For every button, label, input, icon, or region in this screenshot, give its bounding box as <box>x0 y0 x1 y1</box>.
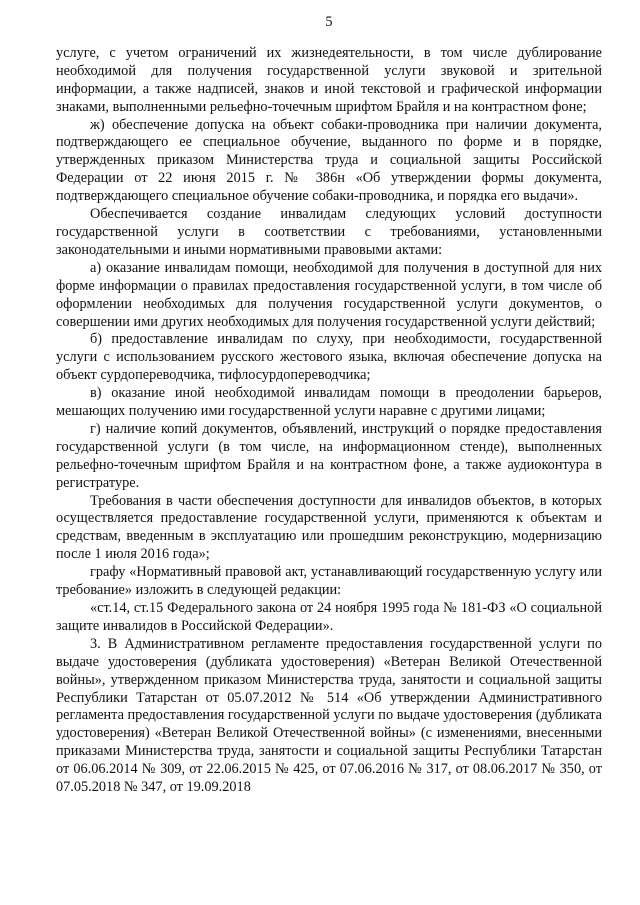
paragraph-section-3: 3. В Административном регламенте предоставления государственной услуги по выдаче удостоверения (дубликата удостоверения) «Ветеран Великой Отечественной войны», утвержденном приказом Министерства труда, занятости и социальной защиты Республики Татарстан от 05.07.2012 № 514 «Об утверждении Административного регламента предоставления государственной услуги по выдаче удостоверения (дубликата удостоверения) «Ветеран Великой Отечественной войны» (с изменениями, внесенными приказами Министерства труда, занятости и социальной защиты Республики Татарстан от 06.06.2014 № 309, от 22.06.2015 № 425, от 07.06.2016 № 317, от 08.06.2017 № 350, от 07.05.2018 № 347, от 19.09.2018 <box>56 635 602 796</box>
page-number: 5 <box>325 14 333 30</box>
paragraph-conditions-intro: Обеспечивается создание инвалидам следующих условий доступности государственной услуги в соответствии с требованиями, установленными законодательными и иными нормативными правовыми актами: <box>56 206 602 258</box>
paragraph-continuation: услуге, с учетом ограничений их жизнедеятельности, в том числе дублирование необходимой для получения государственной услуги звуковой и зрительной информации, а также надписей, знаков и иной текстовой и графической информации знаками, выполненными рельефно-точечным шрифтом Брайля и на контрастном фоне; <box>56 44 602 115</box>
paragraph-item-g: г) наличие копий документов, объявлений, инструкций о порядке предоставления государственной услуги (в том числе, на информационном стенде), выполненных рельефно-точечным шрифтом Брайля и на контрастном фоне, а также аудиоконтура в регистратуре. <box>56 420 602 491</box>
paragraph-item-a: а) оказание инвалидам помощи, необходимой для получения в доступной для них форме информации о правилах предоставления государственной услуги, в том числе об оформлении необходимых для получения государственной услуги документов, о совершении ими других необходимых для получения государственной услуги действий; <box>56 259 602 330</box>
paragraph-item-v: в) оказание иной необходимой инвалидам помощи в преодолении барьеров, мешающих получению ими государственной услуги наравне с другими лицами; <box>56 385 602 420</box>
paragraph-item-zh: ж) обеспечение допуска на объект собаки-проводника при наличии документа, подтверждающего ее специальное обучение, выданного по форме и в порядке, утвержденных приказом Министерства труда и социальной защиты Российской Федерации от 22 июня 2015 г. № 386н «Об утверждении формы документа, подтверждающего специальное обучение собаки-проводника, и порядка его выдачи». <box>56 116 602 205</box>
paragraph-law-reference: «ст.14, ст.15 Федерального закона от 24 ноября 1995 года № 181-ФЗ «О социальной защите инвалидов в Российской Федерации». <box>56 600 602 634</box>
paragraph-requirements: Требования в части обеспечения доступности для инвалидов объектов, в которых осуществляется предоставление государственной услуги, применяются к объектам и средствам, введенным в эксплуатацию или прошедшим реконструкцию, модернизацию после 1 июля 2016 года»; <box>56 492 602 563</box>
document-page <box>56 14 602 797</box>
paragraph-column-instruction: графу «Нормативный правовой акт, устанавливающий государственную услугу или требование» изложить в следующей редакции: <box>56 564 602 599</box>
paragraph-item-b: б) предоставление инвалидам по слуху, при необходимости, государственной услуги с использованием русского жестового языка, включая обеспечение допуска на объект сурдопереводчика, тифлосурдопереводчика; <box>56 331 602 384</box>
